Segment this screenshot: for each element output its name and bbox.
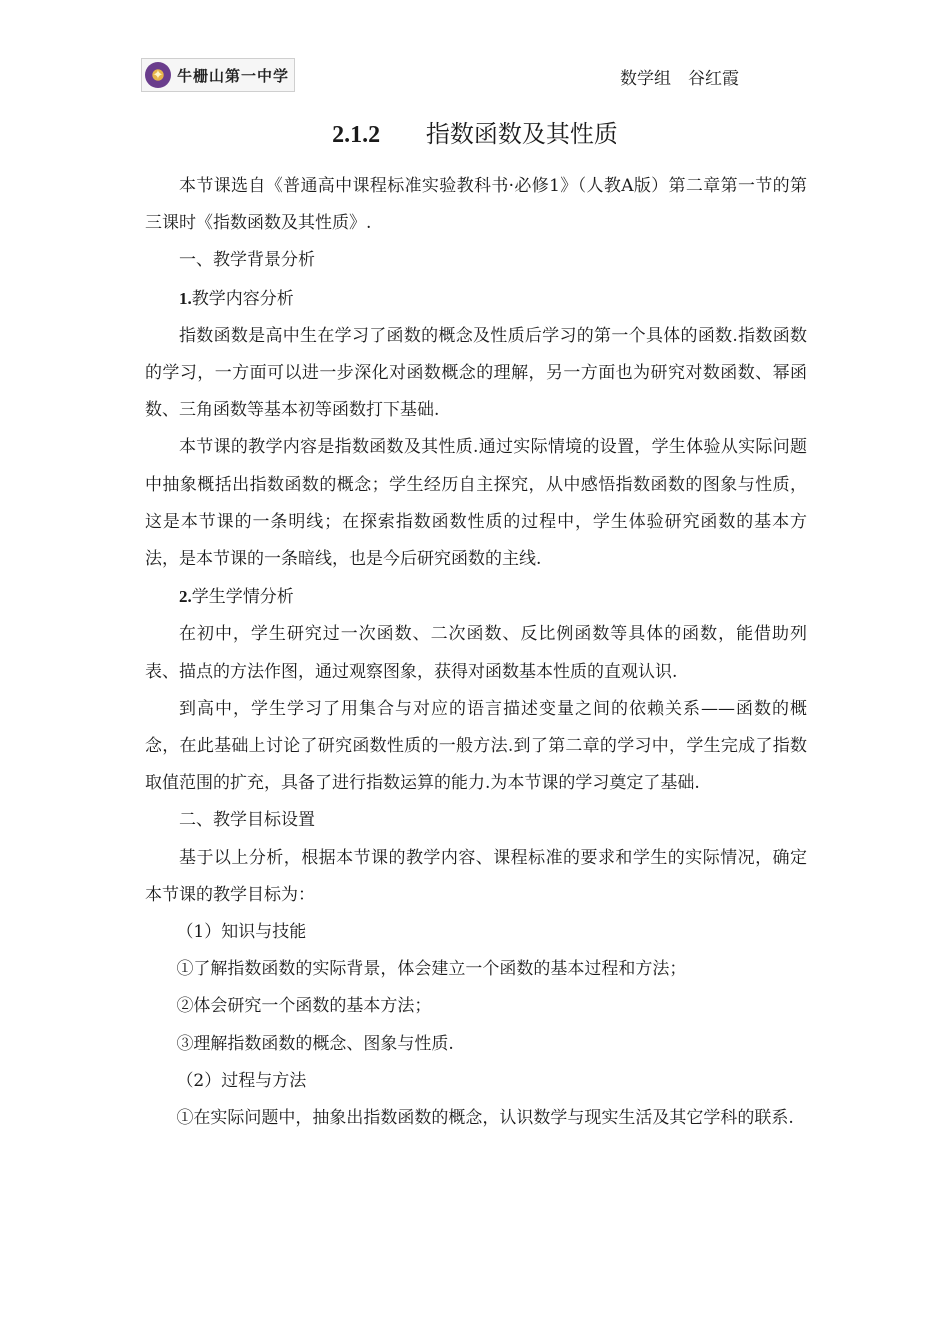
goal-heading-knowledge: （1）知识与技能	[176, 922, 307, 943]
subheading-text: 学生学情分析	[191, 587, 294, 608]
goal-heading-process: （2）过程与方法	[176, 1070, 307, 1091]
section-heading-2: 二、教学目标设置	[179, 810, 315, 831]
subheading-content-analysis	[145, 280, 807, 318]
paragraph: 指数函数是高中生在学习了函数的概念及性质后学习的第一个具体的函数.指数函数的学习，一方面可以进一步深化对函数概念的理解，另一方面也为研究对数函数、幂函数、三角函数等基本初等函数打下基础.	[145, 325, 807, 421]
paragraph: 基于以上分析，根据本节课的教学内容、课程标准的要求和学生的实际情况，确定本节课的教学目标为：	[145, 847, 807, 905]
document-body	[145, 168, 807, 1137]
school-logo	[141, 58, 295, 92]
paragraph: 在初中，学生研究过一次函数、二次函数、反比例函数等具体的函数，能借助列表、描点的方法作图，通过观察图象，获得对函数基本性质的直观认识.	[145, 624, 807, 682]
goal-item: ①了解指数函数的实际背景，体会建立一个函数的基本过程和方法；	[176, 959, 687, 980]
goal-item: ②体会研究一个函数的基本方法；	[176, 996, 432, 1017]
section-heading-1: 一、教学背景分析	[179, 250, 315, 271]
subheading-number: 1.	[179, 288, 192, 308]
paragraph: 本节课的教学内容是指数函数及其性质.通过实际情境的设置，学生体验从实际问题中抽象概括出指数函数的概念；学生经历自主探究，从中感悟指数函数的图象与性质，这是本节课的一条明线；在探索指数函数性质的过程中，学生体验研究函数的基本方法，是本节课的一条暗线，也是今后研究函数的主线.	[145, 437, 807, 570]
subheading-student-analysis	[145, 578, 807, 616]
goal-item: ③理解指数函数的概念、图象与性质.	[176, 1033, 454, 1054]
intro-paragraph: 本节课选自《普通高中课程标准实验教科书·必修1》（人教A版）第二章第一节的第三课时《指数函数及其性质》.	[145, 176, 807, 234]
paragraph: 到高中，学生学习了用集合与对应的语言描述变量之间的依赖关系——函数的概念，在此基础上讨论了研究函数性质的一般方法.到了第二章的学习中，学生完成了指数取值范围的扩充，具备了进行指数运算的能力.为本节课的学习奠定了基础.	[145, 698, 807, 794]
school-name: 牛栅山第一中学	[177, 66, 290, 85]
title-number: 2.1.2	[332, 122, 381, 148]
author-label: 数学组 谷红霞	[620, 69, 739, 89]
goal-item: ①在实际问题中，抽象出指数函数的概念，认识数学与现实生活及其它学科的联系.	[176, 1108, 794, 1129]
subheading-number: 2.	[179, 587, 192, 607]
title-text: 指数函数及其性质	[425, 120, 618, 148]
school-emblem-icon: ✦	[145, 62, 171, 88]
subheading-text: 教学内容分析	[191, 288, 294, 309]
document-title	[0, 114, 950, 149]
